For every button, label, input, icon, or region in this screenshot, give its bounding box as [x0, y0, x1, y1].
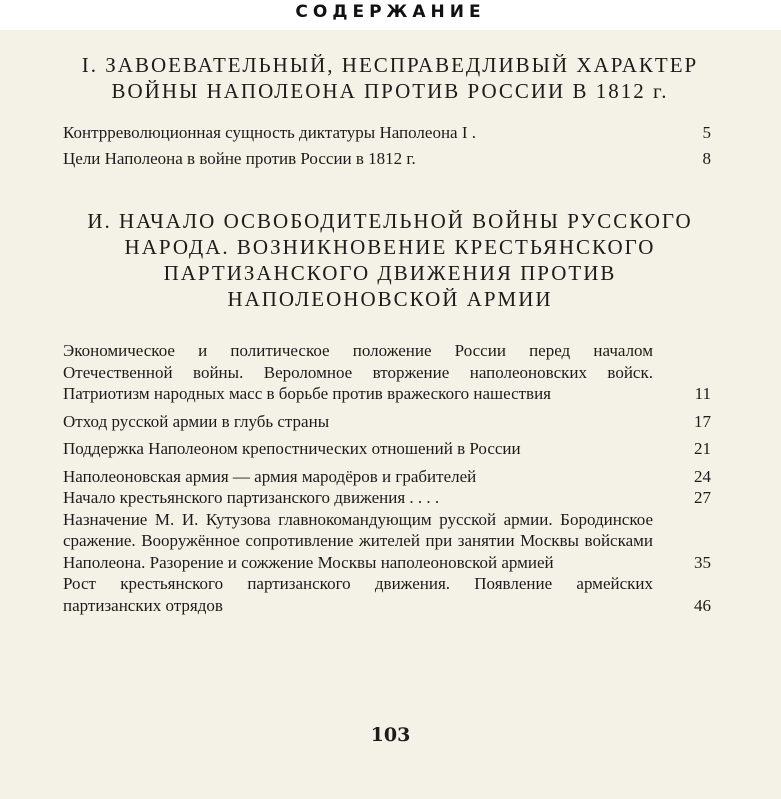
- toc-entry-text: Отход русской армии в глубь страны: [63, 411, 330, 431]
- toc-entry-page: 17: [694, 411, 711, 431]
- page-number: 103: [370, 724, 411, 746]
- section-2-title-line: НАПОЛЕОНОВСКОЙ АРМИИ: [227, 287, 553, 311]
- toc-entry: [63, 122, 713, 144]
- toc-entry: [63, 438, 713, 460]
- toc-entry-text: Наполеоновская армия — армия мародёров и грабителей: [63, 466, 477, 486]
- toc-entry: [63, 487, 713, 509]
- section-1-title-line: I. ЗАВОЕВАТЕЛЬНЫЙ, НЕСПРАВЕДЛИВЫЙ ХАРАКТЕР: [81, 53, 699, 77]
- section-1-title: [40, 52, 740, 104]
- toc-entry: [63, 509, 713, 574]
- toc-entry-page: 24: [694, 466, 711, 486]
- section-2-title-line: НАРОДА. ВОЗНИКНОВЕНИЕ КРЕСТЬЯНСКОГО: [124, 235, 656, 259]
- toc-entry: [63, 466, 713, 488]
- section-1-title-line: ВОЙНЫ НАПОЛЕОНА ПРОТИВ РОССИИ В 1812 г.: [111, 79, 669, 103]
- toc-entry: [63, 340, 713, 405]
- toc-entry: [63, 573, 713, 616]
- toc-entry-page: 27: [694, 488, 711, 507]
- toc-entry-text: Поддержка Наполеоном крепостнических отношений в России: [63, 439, 521, 458]
- toc-entry-text: Назначение М. И. Кутузова главнокомандующим русской армии. Бородинское сражение. Вооружённое сопротивление жителей при занятии Москвы войсками Наполеона. Разорение и сожжение Москвы наполеоновской армией: [63, 509, 653, 572]
- toc-entry-page: 35: [694, 552, 711, 572]
- section-2-title-line: И. НАЧАЛО ОСВОБОДИТЕЛЬНОЙ ВОЙНЫ РУССКОГО: [87, 209, 693, 233]
- toc-entry: [63, 148, 713, 170]
- toc-entry-text: Контрреволюционная сущность диктатуры Наполеона I .: [63, 123, 477, 142]
- toc-entry-page: 11: [694, 384, 711, 403]
- toc-entry-page: 5: [702, 123, 711, 142]
- section-2-title-line: ПАРТИЗАНСКОГО ДВИЖЕНИЯ ПРОТИВ: [163, 261, 617, 285]
- toc-entry-text: Начало крестьянского партизанского движения . . . .: [63, 488, 440, 507]
- toc-entry-text: Рост крестьянского партизанского движения. Появление армейских партизанских отрядов: [63, 574, 653, 615]
- toc-list: [63, 340, 713, 616]
- toc-entry-page: 21: [694, 439, 711, 458]
- toc-entry-page: 46: [694, 595, 711, 615]
- running-head: СОДЕРЖАНИЕ: [0, 0, 781, 30]
- section-2-title: [40, 208, 740, 312]
- toc-entry: [63, 411, 713, 433]
- toc-entry-text: Цели Наполеона в войне против России в 1812 г.: [63, 149, 416, 168]
- toc-entry-text: Экономическое и политическое положение России перед началом Отечественной войны. Вероломное вторжение наполеоновских войск. Патриотизм народных масс в борьбе против вражеского нашествия: [63, 341, 653, 403]
- toc-entry-page: 8: [702, 149, 711, 168]
